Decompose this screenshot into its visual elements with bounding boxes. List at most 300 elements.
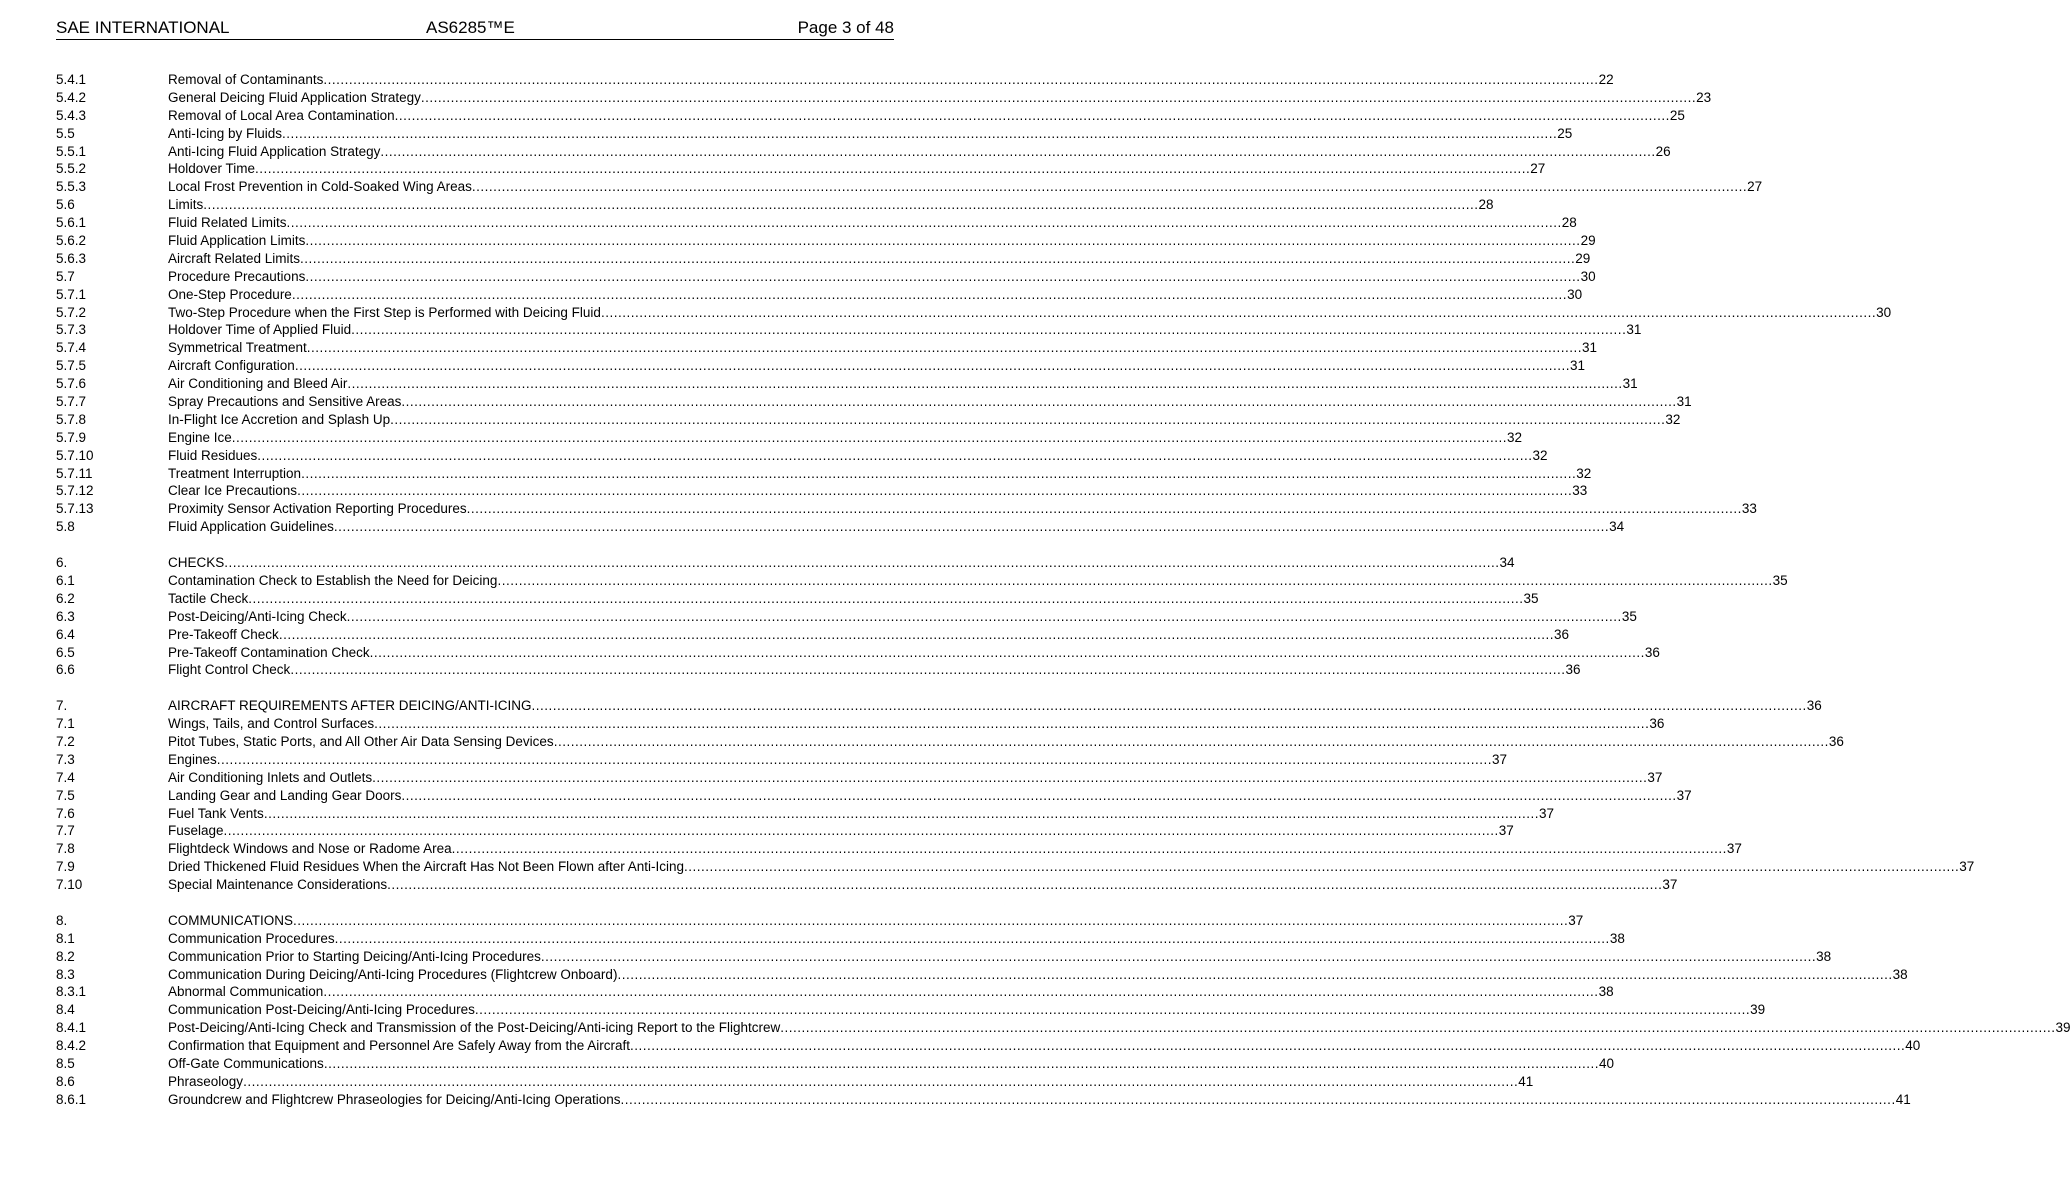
toc-entry[interactable] [56,948,1832,966]
toc-entry[interactable] [56,876,1678,894]
toc-entry-number: 8.3 [56,966,75,982]
toc-entry-line [168,1091,1911,1109]
toc-entry-number: 5.7.1 [56,286,87,302]
toc-entry-page: 28 [1478,197,1494,213]
toc-entry-page: 36 [1565,662,1581,678]
toc-entry[interactable] [56,1019,2071,1037]
toc-entry-line [168,304,1892,322]
toc-entry-number: 5.7.2 [56,304,87,320]
toc-entry[interactable] [56,482,1588,500]
toc-entry-title: Anti-Icing by Fluids [168,125,283,141]
toc-entry[interactable] [56,769,1663,787]
toc-entry-line [168,250,1591,268]
toc-entry-line [168,447,1548,465]
toc-leader-dots: ............................................................................................................................................................................................................................................................................................................ [294,358,1571,374]
toc-entry-title: Contamination Check to Establish the Need for Deicing [168,572,498,588]
toc-entry-title: Holdover Time of Applied Fluid [168,322,352,338]
toc-entry-number: 5.7.4 [56,340,87,356]
toc-entry-page: 27 [1747,179,1763,195]
toc-entry-number: 8.4 [56,1002,75,1018]
toc-leader-dots: ............................................................................................................................................................................................................................................................................................................ [323,72,1599,87]
toc-entry[interactable] [56,661,1581,679]
toc-entry-line [168,321,1642,339]
toc-entry-title: Holdover Time [168,161,256,177]
toc-entry-line [168,1055,1615,1073]
toc-leader-dots: ............................................................................................................................................................................................................................................................................................................ [451,841,1727,857]
toc-entry[interactable] [56,572,1788,590]
toc-entry[interactable] [56,644,1660,662]
toc-entry[interactable] [56,1001,1766,1019]
toc-entry-number: 8.1 [56,930,75,946]
toc-entry[interactable] [56,500,1757,518]
toc-leader-dots: ............................................................................................................................................................................................................................................................................................................ [347,376,1623,392]
toc-entry-line [168,876,1678,894]
toc-entry-page: 33 [1572,483,1588,499]
toc-entry[interactable] [56,71,1614,89]
toc-entry-title: Engines [168,751,217,767]
toc-entry-number: 6.2 [56,590,75,606]
toc-entry-line [168,840,1742,858]
toc-leader-dots: ............................................................................................................................................................................................................................................................................................................ [466,501,1742,517]
toc-entry[interactable] [56,107,1685,125]
toc-entry-title: Communication Procedures [168,930,335,946]
toc-entry-title: Fluid Related Limits [168,215,287,231]
toc-entry-number: 5.4.2 [56,89,87,105]
toc-leader-dots: ............................................................................................................................................................................................................................................................................................................ [394,107,1670,123]
toc-entry-page: 30 [1567,286,1583,302]
toc-entry-title: Fuselage [168,823,224,839]
toc-entry-page: 40 [1599,1055,1615,1071]
toc-leader-dots: ............................................................................................................................................................................................................................................................................................................ [531,698,1807,714]
toc-entry-line [168,411,1681,429]
toc-section [56,912,2071,1109]
toc-entry-number: 5.7.10 [56,447,94,463]
toc-entry-page: 37 [1959,859,1975,875]
toc-entry-title: Anti-Icing Fluid Application Strategy [168,143,381,159]
toc-entry-page: 31 [1626,322,1642,338]
toc-entry[interactable] [56,1037,1921,1055]
toc-entry-title: Abnormal Communication [168,984,324,1000]
toc-entry-title: Communication Post-Deicing/Anti-Icing Procedures [168,1002,475,1018]
toc-entry[interactable] [56,733,1844,751]
toc-entry-page: 28 [1561,215,1577,231]
toc-entry-number: 7.1 [56,716,75,732]
toc-entry-number: 8.6.1 [56,1091,87,1107]
toc-entry-title: Two-Step Procedure when the First Step is Performed with Deicing Fluid [168,304,601,320]
toc-entry-title: Clear Ice Precautions [168,483,298,499]
toc-entry-line [168,912,1584,930]
toc-entry-page: 37 [1498,823,1514,839]
toc-entry-number: 5.6.2 [56,233,87,249]
toc-entry[interactable] [56,805,1555,823]
toc-entry-line [168,500,1757,518]
toc-section [56,554,1788,679]
toc-entry-line [168,125,1573,143]
toc-entry-page: 31 [1622,376,1638,392]
toc-entry-title: Flight Control Check [168,662,291,678]
toc-entry-number: 5.7.8 [56,411,87,427]
toc-entry-line [168,983,1614,1001]
toc-leader-dots: ............................................................................................................................................................................................................................................................................................................ [620,1091,1896,1107]
toc-entry-number: 7.3 [56,751,75,767]
toc-leader-dots: ............................................................................................................................................................................................................................................................................................................ [630,1038,1906,1054]
toc-entry-number: 5.7 [56,268,75,284]
toc-entry-line [168,89,1712,107]
toc-entry[interactable] [56,178,1763,196]
toc-entry[interactable] [56,1055,1615,1073]
toc-entry[interactable] [56,232,1596,250]
header-document-number: AS6285™E [426,18,515,37]
toc-leader-dots: ............................................................................................................................................................................................................................................................................................................ [323,1055,1600,1071]
toc-entry-page: 37 [1647,769,1663,785]
toc-entry[interactable] [56,966,1908,984]
toc-entry-line [168,393,1692,411]
toc-leader-dots: ............................................................................................................................................................................................................................................................................................................ [305,233,1581,249]
toc-entry-number: 5.4.1 [56,72,87,87]
toc-entry-number: 5.6 [56,197,75,213]
toc-entry-title: Pre-Takeoff Contamination Check [168,644,370,660]
toc-entry[interactable] [56,983,1614,1001]
toc-entry-number: 5.7.3 [56,322,87,338]
toc-entry-number: 5.7.11 [56,465,93,481]
toc-entry-line [168,751,1508,769]
toc-entry[interactable] [56,411,1681,429]
toc-entry-title: Procedure Precautions [168,268,306,284]
toc-entry[interactable] [56,357,1586,375]
toc-entry-title: Flightdeck Windows and Nose or Radome Area [168,841,452,857]
toc-entry[interactable] [56,912,1584,930]
toc-entry-number: 7.10 [56,877,83,893]
toc-entry-page: 32 [1665,411,1681,427]
toc-entry[interactable] [56,393,1692,411]
toc-leader-dots: ............................................................................................................................................................................................................................................................................................................ [291,286,1568,302]
toc-leader-dots: ............................................................................................................................................................................................................................................................................................................ [420,89,1697,105]
toc-entry-title: Tactile Check [168,590,249,606]
toc-entry-number: 5.7.13 [56,501,94,517]
toc-entry[interactable] [56,1073,1534,1091]
toc-entry-title: Post-Deicing/Anti-Icing Check and Transmission of the Post-Deicing/Anti-icing Report to the Flightcrew [168,1020,781,1036]
toc-entry-number: 5.4.3 [56,107,87,123]
toc-leader-dots: ............................................................................................................................................................................................................................................................................................................ [497,572,1773,588]
toc-entry[interactable] [56,930,1625,948]
toc-entry-number: 5.7.9 [56,429,87,445]
toc-entry-line [168,733,1844,751]
toc-entry-page: 23 [1696,89,1712,105]
toc-entry-page: 29 [1580,233,1596,249]
toc-entry-number: 8.5 [56,1055,75,1071]
toc-entry-page: 31 [1676,394,1692,410]
toc-entry-title: Removal of Contaminants [168,72,324,87]
toc-entry-line [168,286,1583,304]
toc-entry-title: Pre-Takeoff Check [168,626,279,642]
toc-entry-line [168,822,1514,840]
toc-entry[interactable] [56,89,1712,107]
toc-entry-page: 35 [1621,608,1637,624]
toc-entry-number: 5.6.3 [56,250,87,266]
toc-entry-number: 5.7.6 [56,376,87,392]
toc-entry-title: Removal of Local Area Contamination [168,107,395,123]
toc-entry-line [168,697,1822,715]
toc-entry-line [168,71,1614,89]
toc-entry-title: Communication Prior to Starting Deicing/Anti-Icing Procedures [168,948,541,964]
toc-entry-number: 7. [56,698,68,714]
toc-entry-number: 7.9 [56,859,75,875]
toc-entry-number: 8.3.1 [56,984,87,1000]
toc-entry-line [168,554,1515,572]
toc-leader-dots: ............................................................................................................................................................................................................................................................................................................ [401,394,1677,410]
toc-entry-page: 37 [1726,841,1742,857]
toc-leader-dots: ............................................................................................................................................................................................................................................................................................................ [290,662,1566,678]
toc-entry-number: 6.6 [56,662,75,678]
toc-entry[interactable] [56,304,1892,322]
toc-entry-page: 34 [1499,555,1515,571]
toc-leader-dots: ............................................................................................................................................................................................................................................................................................................ [293,912,1569,928]
toc-entry[interactable] [56,1091,1911,1109]
toc-entry-number: 6. [56,555,68,571]
toc-leader-dots: ............................................................................................................................................................................................................................................................................................................ [286,215,1562,231]
toc-entry-title: Communication During Deicing/Anti-Icing Procedures (Flightcrew Onboard) [168,966,618,982]
toc-entry[interactable] [56,822,1514,840]
toc-leader-dots: ............................................................................................................................................................................................................................................................................................................ [257,447,1533,463]
toc-leader-dots: ............................................................................................................................................................................................................................................................................................................ [334,930,1610,946]
toc-entry-number: 7.5 [56,787,75,803]
toc-entry-title: Air Conditioning Inlets and Outlets [168,769,373,785]
toc-leader-dots: ............................................................................................................................................................................................................................................................................................................ [346,608,1622,624]
toc-entry-line [168,518,1625,536]
toc-entry-line [168,608,1637,626]
toc-entry-line [168,948,1832,966]
toc-leader-dots: ............................................................................................................................................................................................................................................................................................................ [297,483,1573,499]
toc-entry-number: 7.2 [56,733,75,749]
toc-section [56,71,1892,536]
toc-section [56,697,1975,894]
toc-leader-dots: ............................................................................................................................................................................................................................................................................................................ [351,322,1627,338]
toc-entry-page: 35 [1523,590,1539,606]
toc-entry[interactable] [56,429,1523,447]
toc-entry-title: Local Frost Prevention in Cold-Soaked Wing Areas [168,179,472,195]
toc-entry-page: 36 [1554,626,1570,642]
toc-entry-title: Aircraft Related Limits [168,250,301,266]
toc-leader-dots: ............................................................................................................................................................................................................................................................................................................ [216,751,1493,767]
toc-entry-page: 38 [1892,966,1908,982]
toc-entry-number: 7.7 [56,823,75,839]
toc-entry-number: 6.4 [56,626,75,642]
toc-entry-page: 32 [1507,429,1523,445]
toc-entry-page: 22 [1598,72,1614,87]
toc-entry-line [168,339,1598,357]
toc-entry[interactable] [56,751,1508,769]
toc-entry-line [168,232,1596,250]
toc-entry-line [168,107,1685,125]
toc-entry-title: Wings, Tails, and Control Surfaces [168,716,375,732]
toc-entry-line [168,626,1570,644]
toc-entry[interactable] [56,554,1515,572]
toc-entry[interactable] [56,196,1494,214]
toc-entry-number: 7.8 [56,841,75,857]
toc-entry-page: 26 [1655,143,1671,159]
toc-entry[interactable] [56,268,1596,286]
toc-entry-page: 38 [1598,984,1614,1000]
toc-leader-dots: ............................................................................................................................................................................................................................................................................................................ [780,1020,2056,1036]
toc-entry-title: Fuel Tank Vents [168,805,264,821]
toc-leader-dots: ............................................................................................................................................................................................................................................................................................................ [231,429,1508,445]
toc-entry[interactable] [56,214,1577,232]
toc-entry[interactable] [56,858,1975,876]
toc-entry-title: COMMUNICATIONS [168,912,293,928]
toc-leader-dots: ............................................................................................................................................................................................................................................................................................................ [323,984,1599,1000]
toc-entry-page: 37 [1492,751,1508,767]
toc-entry-page: 38 [1609,930,1625,946]
toc-entry-line [168,1001,1766,1019]
toc-entry-title: Off-Gate Communications [168,1055,324,1071]
toc-entry-page: 36 [1828,733,1844,749]
toc-entry-line [168,268,1596,286]
toc-entry-title: Spray Precautions and Sensitive Areas [168,394,402,410]
toc-entry-line [168,482,1588,500]
toc-leader-dots: ............................................................................................................................................................................................................................................................................................................ [372,769,1648,785]
toc-leader-dots: ............................................................................................................................................................................................................................................................................................................ [387,877,1663,893]
toc-leader-dots: ............................................................................................................................................................................................................................................................................................................ [243,1073,1519,1089]
toc-entry-number: 6.1 [56,572,75,588]
toc-entry[interactable] [56,626,1570,644]
table-of-contents [56,71,2071,1127]
toc-entry-page: 37 [1676,787,1692,803]
toc-entry-title: Groundcrew and Flightcrew Phraseologies for Deicing/Anti-Icing Operations [168,1091,621,1107]
toc-leader-dots: ............................................................................................................................................................................................................................................................................................................ [553,733,1829,749]
toc-entry-line [168,966,1908,984]
toc-entry-line [168,1019,2071,1037]
toc-entry-number: 5.5.3 [56,179,87,195]
toc-entry-title: Dried Thickened Fluid Residues When the Aircraft Has Not Been Flown after Anti-Icing [168,859,684,875]
toc-entry-number: 5.5.2 [56,161,87,177]
toc-entry-line [168,429,1523,447]
toc-entry-title: In-Flight Ice Accretion and Splash Up [168,411,391,427]
toc-entry-page: 36 [1806,698,1822,714]
toc-entry[interactable] [56,447,1548,465]
toc-leader-dots: ............................................................................................................................................................................................................................................................................................................ [223,823,1499,839]
toc-entry-number: 8.4.2 [56,1038,87,1054]
toc-entry-page: 36 [1649,716,1665,732]
toc-leader-dots: ............................................................................................................................................................................................................................................................................................................ [374,716,1650,732]
toc-entry[interactable] [56,590,1539,608]
toc-entry-page: 38 [1816,948,1832,964]
toc-leader-dots: ............................................................................................................................................................................................................................................................................................................ [600,304,1877,320]
toc-entry[interactable] [56,125,1573,143]
toc-entry-page: 41 [1518,1073,1534,1089]
toc-entry-title: One-Step Procedure [168,286,292,302]
toc-leader-dots: ............................................................................................................................................................................................................................................................................................................ [282,125,1558,141]
page-header [56,17,894,40]
toc-entry-title: Special Maintenance Considerations [168,877,388,893]
toc-leader-dots: ............................................................................................................................................................................................................................................................................................................ [474,1002,1751,1018]
toc-entry-line [168,930,1625,948]
toc-leader-dots: ............................................................................................................................................................................................................................................................................................................ [278,626,1555,642]
toc-leader-dots: ............................................................................................................................................................................................................................................................................................................ [390,411,1666,427]
toc-entry[interactable] [56,697,1822,715]
toc-entry-number: 5.5 [56,125,75,141]
toc-entry-title: Limits [168,197,204,213]
toc-entry-line [168,465,1592,483]
toc-entry[interactable] [56,787,1692,805]
toc-entry[interactable] [56,608,1637,626]
toc-entry[interactable] [56,715,1665,733]
toc-entry[interactable] [56,840,1742,858]
toc-entry-line [168,787,1692,805]
toc-entry-page: 33 [1741,501,1757,517]
toc-entry-line [168,160,1546,178]
toc-entry[interactable] [56,321,1642,339]
toc-leader-dots: ............................................................................................................................................................................................................................................................................................................ [617,966,1893,982]
toc-entry-page: 29 [1575,250,1591,266]
toc-entry[interactable] [56,143,1671,161]
toc-entry-page: 25 [1557,125,1573,141]
toc-leader-dots: ............................................................................................................................................................................................................................................................................................................ [305,268,1581,284]
toc-entry-title: Pitot Tubes, Static Ports, and All Other Air Data Sensing Devices [168,733,554,749]
toc-entry[interactable] [56,286,1583,304]
toc-entry-title: Air Conditioning and Bleed Air [168,376,348,392]
toc-leader-dots: ............................................................................................................................................................................................................................................................................................................ [401,787,1677,803]
toc-entry-page: 30 [1580,268,1596,284]
toc-entry-page: 39 [1750,1002,1766,1018]
toc-entry-number: 7.6 [56,805,75,821]
toc-leader-dots: ............................................................................................................................................................................................................................................................................................................ [248,590,1524,606]
toc-entry-title: General Deicing Fluid Application Strategy [168,89,421,105]
toc-entry-number: 7.4 [56,769,75,785]
toc-entry-page: 39 [2055,1020,2071,1036]
toc-entry-line [168,178,1763,196]
toc-leader-dots: ............................................................................................................................................................................................................................................................................................................ [203,197,1479,213]
toc-leader-dots: ............................................................................................................................................................................................................................................................................................................ [224,555,1500,571]
toc-entry-page: 36 [1644,644,1660,660]
toc-leader-dots: ............................................................................................................................................................................................................................................................................................................ [684,859,1960,875]
toc-entry-line [168,196,1494,214]
toc-entry-line [168,1073,1534,1091]
toc-entry-line [168,858,1975,876]
toc-entry-line [168,644,1660,662]
toc-entry-number: 6.5 [56,644,75,660]
toc-entry-page: 37 [1662,877,1678,893]
toc-entry[interactable] [56,518,1625,536]
toc-entry[interactable] [56,465,1592,483]
toc-entry-number: 8.2 [56,948,75,964]
toc-leader-dots: ............................................................................................................................................................................................................................................................................................................ [471,179,1748,195]
toc-leader-dots: ............................................................................................................................................................................................................................................................................................................ [255,161,1531,177]
toc-entry-line [168,661,1581,679]
header-organization: SAE INTERNATIONAL [56,18,230,37]
toc-leader-dots: ............................................................................................................................................................................................................................................................................................................ [369,644,1645,660]
toc-entry-page: 41 [1895,1091,1911,1107]
toc-entry[interactable] [56,375,1638,393]
toc-entry-title: Fluid Residues [168,447,258,463]
toc-entry-title: Proximity Sensor Activation Reporting Procedures [168,501,467,517]
toc-entry-line [168,769,1663,787]
toc-entry-number: 8. [56,912,68,928]
toc-entry-number: 5.5.1 [56,143,87,159]
toc-entry-page: 37 [1568,912,1584,928]
toc-entry[interactable] [56,250,1591,268]
toc-entry-title: Post-Deicing/Anti-Icing Check [168,608,347,624]
toc-entry-line [168,572,1788,590]
toc-entry[interactable] [56,339,1598,357]
toc-entry-page: 32 [1532,447,1548,463]
header-page-number: Page 3 of 48 [797,18,894,37]
toc-leader-dots: ............................................................................................................................................................................................................................................................................................................ [300,250,1576,266]
toc-entry[interactable] [56,160,1546,178]
toc-entry-number: 8.6 [56,1073,75,1089]
toc-entry-page: 25 [1669,107,1685,123]
toc-entry-title: Symmetrical Treatment [168,340,307,356]
toc-leader-dots: ............................................................................................................................................................................................................................................................................................................ [306,340,1583,356]
